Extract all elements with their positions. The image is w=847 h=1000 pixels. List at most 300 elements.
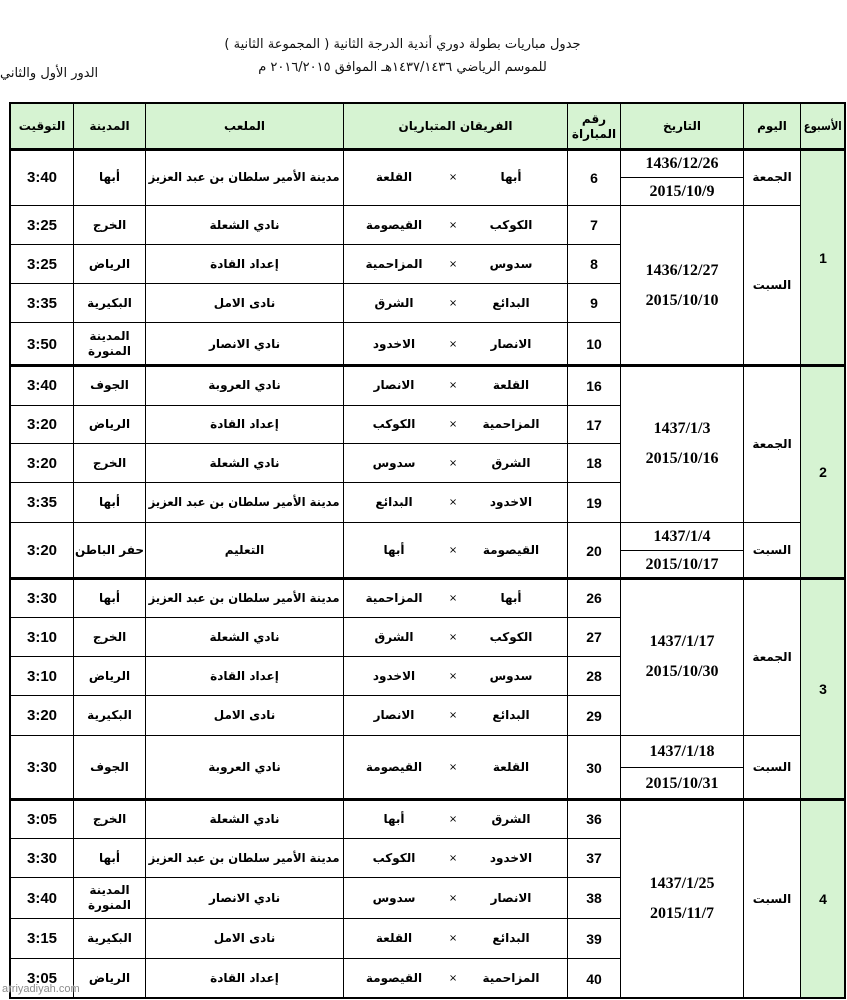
home-team: الشرق (491, 455, 531, 470)
match-stadium: مدينة الأمير سلطان بن عبد العزيز (149, 170, 340, 184)
header-time (10, 103, 73, 149)
match-time: 3:40 (26, 889, 58, 907)
time-cell (10, 443, 73, 482)
teams-cell (343, 799, 567, 838)
gregorian-date: 2015/10/9 (649, 182, 715, 200)
match-number: 6 (590, 169, 598, 186)
week-number: 3 (819, 681, 827, 697)
away-team: الشرق (374, 295, 414, 310)
city-cell (73, 617, 145, 656)
time-cell (10, 877, 73, 918)
match-number: 26 (586, 590, 602, 606)
match-stadium: مدينة الأمير سلطان بن عبد العزيز (149, 495, 340, 509)
home-team: البدائع (492, 708, 530, 722)
teams-cell (343, 244, 567, 283)
home-team: المزاحمية (482, 971, 540, 985)
city-cell (73, 405, 145, 443)
match-time: 3:30 (26, 759, 58, 776)
vs-symbol: × (448, 419, 458, 430)
away-team: القيصومة (365, 971, 423, 985)
match-city: الخرج (92, 811, 127, 826)
day-name: الجمعة (752, 170, 792, 184)
match-city: البكيرية (87, 708, 132, 722)
hijri-date: 1437/1/4 (621, 523, 743, 551)
away-team: أبها (383, 543, 405, 557)
match-number-cell (567, 617, 620, 656)
hijri-date: 1437/1/18 (621, 736, 743, 768)
away-team: الانصار (373, 708, 415, 722)
match-number-cell (567, 482, 620, 522)
match-stadium: نادي الشعلة (209, 811, 280, 826)
teams-cell (343, 918, 567, 958)
time-cell (10, 578, 73, 617)
away-team: الكوكب (372, 417, 416, 431)
vs-symbol: × (448, 380, 458, 391)
stadium-cell (145, 522, 343, 578)
match-time: 3:15 (26, 930, 58, 947)
week-cell (800, 365, 845, 578)
match-city: الرياض (88, 417, 131, 431)
vs-symbol: × (448, 258, 458, 270)
header-match-no-label: رقم المباراة (571, 111, 617, 141)
time-cell (10, 322, 73, 365)
city-cell (73, 799, 145, 838)
home-team: الانصار (490, 336, 532, 351)
match-time: 3:05 (26, 810, 58, 828)
header-city-label: المدينة (89, 119, 130, 133)
stadium-cell (145, 735, 343, 799)
time-cell (10, 695, 73, 735)
home-team: الكوكب (489, 217, 533, 232)
vs-symbol: × (448, 338, 458, 350)
match-time: 3:25 (26, 255, 58, 273)
week-cell (800, 149, 845, 365)
group-separator (10, 798, 845, 801)
stadium-cell (145, 443, 343, 482)
header-week-label: الأسبوع (803, 119, 843, 133)
date-cell (620, 735, 743, 799)
home-team: الاخدود (489, 850, 533, 865)
gregorian-date: 2015/10/10 (645, 291, 719, 309)
week-cell (800, 578, 845, 799)
city-cell (73, 283, 145, 322)
header-match-no (567, 103, 620, 149)
stadium-cell (145, 578, 343, 617)
match-number: 7 (590, 217, 598, 233)
hijri-date: 1437/1/25 (649, 875, 715, 892)
header-teams (343, 103, 567, 149)
week-number: 4 (819, 891, 827, 907)
match-number: 17 (586, 416, 602, 433)
match-number-cell (567, 522, 620, 578)
match-number: 28 (586, 668, 602, 684)
match-city: أبها (98, 495, 121, 509)
match-time: 3:20 (26, 707, 58, 724)
match-number-cell (567, 283, 620, 322)
stadium-cell (145, 695, 343, 735)
away-team: القلعة (375, 170, 413, 184)
match-stadium: إعداد القادة (210, 256, 279, 271)
match-number-cell (567, 918, 620, 958)
match-stadium: إعداد القادة (210, 417, 279, 431)
home-team: القلعة (492, 378, 530, 392)
match-number-cell (567, 735, 620, 799)
header-date-label: التاريخ (662, 119, 702, 133)
date-cell (620, 149, 743, 205)
header-stadium (145, 103, 343, 149)
season-subtitle: للموسم الرياضي ١٤٣٧/١٤٣٦هـ الموافق ٢٠١٦/٢٠١٥ م (258, 60, 547, 75)
vs-symbol: × (448, 497, 458, 508)
city-cell (73, 149, 145, 205)
week-number: 1 (819, 249, 827, 266)
match-number: 30 (586, 759, 602, 776)
home-team: الشرق (491, 811, 531, 826)
vs-symbol: × (448, 973, 458, 984)
date-cell (620, 205, 743, 365)
city-cell (73, 656, 145, 695)
city-cell (73, 365, 145, 405)
gregorian-date: 2015/10/30 (645, 663, 719, 680)
vs-symbol: × (448, 219, 458, 231)
day-name: الجمعة (752, 649, 792, 664)
match-city: الرياض (88, 256, 131, 271)
time-cell (10, 617, 73, 656)
match-stadium: نادي الشعلة (209, 629, 280, 644)
stadium-cell (145, 877, 343, 918)
match-city: الخرج (92, 629, 127, 644)
match-number-cell (567, 205, 620, 244)
match-city: حفر الباطن (74, 543, 145, 557)
header-date (620, 103, 743, 149)
time-cell (10, 918, 73, 958)
home-team: القلعة (492, 760, 530, 774)
teams-cell (343, 656, 567, 695)
vs-symbol: × (448, 592, 458, 604)
hijri-date: 1437/1/17 (649, 633, 715, 650)
match-number: 38 (586, 890, 602, 906)
match-number: 39 (586, 930, 602, 947)
date-cell (620, 522, 743, 578)
match-stadium: التعليم (224, 543, 265, 557)
header-time-label: التوقيت (18, 119, 66, 133)
vs-symbol: × (448, 670, 458, 682)
group-separator (10, 148, 845, 151)
city-cell (73, 322, 145, 365)
week-cell (800, 799, 845, 998)
city-cell (73, 443, 145, 482)
match-time: 3:40 (26, 377, 58, 394)
match-city: الرياض (88, 668, 131, 683)
teams-cell (343, 578, 567, 617)
away-team: أبها (383, 811, 405, 826)
stadium-cell (145, 799, 343, 838)
match-time: 3:05 (26, 970, 58, 987)
day-cell (743, 735, 800, 799)
match-number-cell (567, 443, 620, 482)
vs-symbol: × (448, 172, 458, 183)
match-time: 3:30 (26, 589, 58, 607)
teams-cell (343, 522, 567, 578)
round-label: الدور الأول والثاني (0, 66, 99, 81)
match-number-cell (567, 799, 620, 838)
stadium-cell (145, 365, 343, 405)
gregorian-date: 2015/10/16 (645, 450, 719, 467)
away-team: سدوس (372, 890, 416, 905)
stadium-cell (145, 838, 343, 877)
city-cell (73, 205, 145, 244)
match-city: أبها (98, 850, 121, 865)
away-team: الاخدود (372, 668, 416, 683)
stadium-cell (145, 656, 343, 695)
match-number: 10 (586, 336, 602, 352)
match-time: 3:20 (26, 454, 58, 472)
away-team: البدائع (375, 495, 413, 509)
day-name: السبت (752, 543, 792, 557)
stadium-cell (145, 405, 343, 443)
day-cell (743, 365, 800, 522)
city-cell (73, 482, 145, 522)
city-cell (73, 735, 145, 799)
stadium-cell (145, 283, 343, 322)
stadium-cell (145, 918, 343, 958)
match-stadium: إعداد القادة (210, 668, 279, 683)
vs-symbol: × (448, 852, 458, 864)
match-time: 3:35 (26, 494, 58, 511)
match-city: الرياض (88, 971, 131, 985)
match-stadium: نادى الامل (213, 295, 276, 310)
match-number: 40 (586, 970, 602, 987)
time-cell (10, 735, 73, 799)
match-number-cell (567, 838, 620, 877)
date-cell (620, 365, 743, 522)
teams-cell (343, 617, 567, 656)
match-city: الخرج (92, 455, 127, 470)
match-time: 3:25 (26, 216, 58, 234)
stadium-cell (145, 244, 343, 283)
match-number-cell (567, 405, 620, 443)
day-cell (743, 522, 800, 578)
city-cell (73, 877, 145, 918)
vs-symbol: × (448, 297, 458, 309)
home-team: سدوس (489, 668, 533, 683)
match-stadium: نادي الانصار (208, 336, 281, 351)
teams-cell (343, 958, 567, 998)
teams-cell (343, 149, 567, 205)
match-number-cell (567, 877, 620, 918)
match-number-cell (567, 958, 620, 998)
match-number-cell (567, 578, 620, 617)
match-city: الخرج (92, 217, 127, 232)
day-cell (743, 149, 800, 205)
match-number-cell (567, 244, 620, 283)
gregorian-date: 2015/10/31 (645, 774, 719, 792)
header-day-label: اليوم (757, 119, 787, 133)
time-cell (10, 656, 73, 695)
day-name: السبت (752, 278, 792, 292)
match-stadium: نادي الانصار (208, 890, 281, 905)
header-city (73, 103, 145, 149)
home-team: القيصومة (482, 543, 540, 557)
match-number: 19 (586, 494, 602, 511)
city-cell (73, 244, 145, 283)
match-time: 3:50 (26, 335, 58, 353)
away-team: القلعة (375, 931, 413, 945)
teams-cell (343, 405, 567, 443)
vs-symbol: × (448, 762, 458, 773)
teams-cell (343, 443, 567, 482)
match-stadium: نادي الشعلة (209, 217, 280, 232)
teams-cell (343, 205, 567, 244)
match-number: 18 (586, 455, 602, 471)
header-stadium-label: الملعب (223, 119, 266, 133)
match-time: 3:10 (26, 667, 58, 685)
match-number: 37 (586, 850, 602, 866)
vs-symbol: × (448, 710, 458, 721)
match-number: 8 (590, 256, 598, 272)
away-team: الكوكب (372, 850, 416, 865)
group-separator (10, 577, 845, 580)
vs-symbol: × (448, 457, 458, 469)
match-city: البكيرية (87, 931, 132, 945)
home-team: أبها (500, 590, 522, 605)
time-cell (10, 205, 73, 244)
teams-cell (343, 695, 567, 735)
home-team: الانصار (490, 890, 532, 905)
day-cell (743, 799, 800, 998)
teams-cell (343, 482, 567, 522)
week-number: 2 (819, 464, 827, 480)
match-number-cell (567, 322, 620, 365)
home-team: الاخدود (489, 495, 533, 509)
city-cell (73, 918, 145, 958)
match-number: 9 (590, 295, 598, 311)
teams-cell (343, 322, 567, 365)
match-stadium: نادى الامل (213, 708, 276, 722)
day-name: السبت (752, 760, 792, 774)
home-team: البدائع (492, 931, 530, 945)
match-stadium: مدينة الأمير سلطان بن عبد العزيز (149, 850, 340, 865)
away-team: القيصومة (365, 760, 423, 774)
away-team: الانصار (373, 378, 415, 392)
header-teams-label: الفريقان المتباريان (398, 119, 513, 133)
match-city: أبها (98, 170, 121, 184)
vs-symbol: × (448, 631, 458, 643)
hijri-date: 1437/1/3 (653, 420, 711, 437)
vs-symbol: × (448, 813, 458, 825)
teams-cell (343, 838, 567, 877)
stadium-cell (145, 958, 343, 998)
vs-symbol: × (448, 545, 458, 556)
stadium-cell (145, 482, 343, 522)
match-stadium: إعداد القادة (210, 971, 279, 985)
match-stadium: نادي الشعلة (209, 455, 280, 470)
match-time: 3:35 (26, 294, 58, 312)
header-day (743, 103, 800, 149)
date-cell (620, 578, 743, 735)
match-number: 29 (586, 707, 602, 724)
match-city: المدينة المنورة (87, 883, 132, 912)
home-team: أبها (500, 170, 522, 184)
match-number-cell (567, 149, 620, 205)
match-time: 3:30 (26, 849, 58, 867)
city-cell (73, 522, 145, 578)
day-name: الجمعة (752, 436, 792, 451)
watermark: arriyadiyah.com (2, 983, 80, 995)
time-cell (10, 522, 73, 578)
match-number-cell (567, 695, 620, 735)
day-name: السبت (752, 891, 792, 906)
home-team: المزاحمية (482, 417, 540, 431)
match-stadium: مدينة الأمير سلطان بن عبد العزيز (149, 590, 340, 605)
day-cell (743, 578, 800, 735)
stadium-cell (145, 617, 343, 656)
away-team: المزاحمية (365, 590, 423, 605)
home-team: سدوس (489, 256, 533, 271)
match-time: 3:20 (26, 416, 58, 433)
hijri-date: 1436/12/26 (621, 150, 743, 178)
away-team: الاخدود (372, 336, 416, 351)
date-cell (620, 799, 743, 998)
city-cell (73, 578, 145, 617)
stadium-cell (145, 205, 343, 244)
vs-symbol: × (448, 933, 458, 944)
away-team: الشرق (374, 629, 414, 644)
hijri-date: 1436/12/27 (645, 261, 719, 279)
day-cell (743, 205, 800, 365)
teams-cell (343, 735, 567, 799)
time-cell (10, 405, 73, 443)
time-cell (10, 799, 73, 838)
time-cell (10, 149, 73, 205)
match-city: المدينة المنورة (87, 329, 132, 358)
match-city: أبها (98, 590, 121, 605)
match-time: 3:20 (26, 542, 58, 559)
match-city: البكيرية (87, 295, 132, 310)
teams-cell (343, 365, 567, 405)
match-number: 16 (586, 377, 602, 394)
home-team: الكوكب (489, 629, 533, 644)
stadium-cell (145, 149, 343, 205)
match-stadium: نادي العروبة (208, 760, 281, 774)
group-separator (10, 364, 845, 367)
match-number: 36 (586, 811, 602, 827)
teams-cell (343, 283, 567, 322)
match-time: 3:10 (26, 628, 58, 646)
match-stadium: نادي العروبة (208, 378, 281, 392)
stadium-cell (145, 322, 343, 365)
away-team: سدوس (372, 455, 416, 470)
city-cell (73, 958, 145, 998)
match-city: الجوف (90, 760, 129, 774)
away-team: القيصومة (365, 217, 423, 232)
match-number: 20 (586, 542, 602, 559)
city-cell (73, 695, 145, 735)
teams-cell (343, 877, 567, 918)
time-cell (10, 482, 73, 522)
vs-symbol: × (448, 892, 458, 904)
time-cell (10, 838, 73, 877)
away-team: المزاحمية (365, 256, 423, 271)
time-cell (10, 365, 73, 405)
match-number-cell (567, 365, 620, 405)
gregorian-date: 2015/11/7 (650, 905, 715, 922)
match-city: الجوف (90, 378, 129, 392)
match-time: 3:40 (26, 169, 58, 186)
match-number: 27 (586, 629, 602, 645)
header-week (800, 103, 845, 149)
match-stadium: نادى الامل (213, 931, 276, 945)
match-number-cell (567, 656, 620, 695)
